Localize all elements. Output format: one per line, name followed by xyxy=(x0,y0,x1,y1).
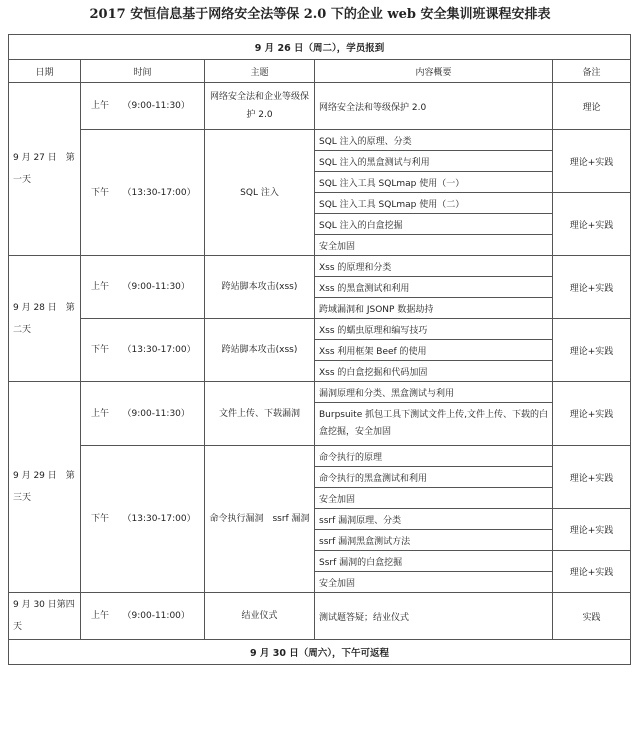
time-cell: 上午 （9:00-11:30） xyxy=(81,382,205,446)
note-cell: 理论 xyxy=(553,83,631,130)
content-item: 安全加固 xyxy=(315,572,553,593)
content-item: SQL 注入的原理、分类 xyxy=(315,130,553,151)
note-cell: 理论+实践 xyxy=(553,382,631,446)
day-cell: 9 月 28 日 第二天 xyxy=(9,256,81,382)
header-time: 时间 xyxy=(81,60,205,83)
content-item: Xss 的蠕虫原理和编写技巧 xyxy=(315,319,553,340)
time-cell: 上午 （9:00-11:30） xyxy=(81,256,205,319)
time-cell: 上午 （9:00-11:30） xyxy=(81,83,205,130)
content-item: Burpsuite 抓包工具下测试文件上传,文件上传、下载的白盒挖掘，安全加固 xyxy=(315,403,553,446)
note-cell: 理论+实践 xyxy=(553,193,631,256)
content-item: 安全加固 xyxy=(315,235,553,256)
header-date: 日期 xyxy=(9,60,81,83)
topic-cell: 跨站脚本攻击(xss) xyxy=(205,319,315,382)
header-content: 内容概要 xyxy=(315,60,553,83)
note-cell: 理论+实践 xyxy=(553,509,631,551)
content-item: SQL 注入工具 SQLmap 使用（二） xyxy=(315,193,553,214)
topic-cell: 网络安全法和企业等级保护 2.0 xyxy=(205,83,315,130)
page-title: 2017 安恒信息基于网络安全法等保 2.0 下的企业 web 安全集训班课程安排表 xyxy=(89,7,551,22)
topic-cell: SQL 注入 xyxy=(205,130,315,256)
note-cell: 理论+实践 xyxy=(553,256,631,319)
content-item: 命令执行的原理 xyxy=(315,446,553,467)
day-cell: 9 月 29 日 第三天 xyxy=(9,382,81,593)
content-item: Xss 的黑盒测试和利用 xyxy=(315,277,553,298)
time-cell: 下午 （13:30-17:00） xyxy=(81,130,205,256)
departure-banner: 9 月 30 日（周六），下午可返程 xyxy=(9,640,631,665)
note-cell: 理论+实践 xyxy=(553,551,631,593)
content-item: 漏洞原理和分类、黑盒测试与利用 xyxy=(315,382,553,403)
content-item: Ssrf 漏洞的白盒挖掘 xyxy=(315,551,553,572)
content-item: Xss 的白盒挖掘和代码加固 xyxy=(315,361,553,382)
schedule-table xyxy=(8,34,631,665)
content-item: ssrf 漏洞黑盒测试方法 xyxy=(315,530,553,551)
topic-cell: 结业仪式 xyxy=(205,593,315,640)
arrival-banner: 9 月 26 日（周二），学员报到 xyxy=(9,35,631,60)
content-item: SQL 注入工具 SQLmap 使用（一） xyxy=(315,172,553,193)
header-topic: 主题 xyxy=(205,60,315,83)
note-cell: 理论+实践 xyxy=(553,446,631,509)
content-item: 测试题答疑；结业仪式 xyxy=(315,593,553,640)
topic-cell: 命令执行漏洞 ssrf 漏洞 xyxy=(205,446,315,593)
content-item: 命令执行的黑盒测试和利用 xyxy=(315,467,553,488)
content-item: 跨域漏洞和 JSONP 数据劫持 xyxy=(315,298,553,319)
note-cell: 理论+实践 xyxy=(553,130,631,193)
content-item: Xss 利用框架 Beef 的使用 xyxy=(315,340,553,361)
header-note: 备注 xyxy=(553,60,631,83)
table-header-row xyxy=(9,60,631,83)
content-item: Xss 的原理和分类 xyxy=(315,256,553,277)
note-cell: 理论+实践 xyxy=(553,319,631,382)
content-item: 安全加固 xyxy=(315,488,553,509)
day-cell: 9 月 30 日第四天 xyxy=(9,593,81,640)
time-cell: 下午 （13:30-17:00） xyxy=(81,446,205,593)
content-item: ssrf 漏洞原理、分类 xyxy=(315,509,553,530)
content-item: SQL 注入的白盒挖掘 xyxy=(315,214,553,235)
content-item: SQL 注入的黑盒测试与利用 xyxy=(315,151,553,172)
topic-cell: 文件上传、下载漏洞 xyxy=(205,382,315,446)
topic-cell: 跨站脚本攻击(xss) xyxy=(205,256,315,319)
time-cell: 下午 （13:30-17:00） xyxy=(81,319,205,382)
note-cell: 实践 xyxy=(553,593,631,640)
day-cell: 9 月 27 日 第一天 xyxy=(9,83,81,256)
content-item: 网络安全法和等级保护 2.0 xyxy=(315,83,553,130)
time-cell: 上午 （9:00-11:00） xyxy=(81,593,205,640)
